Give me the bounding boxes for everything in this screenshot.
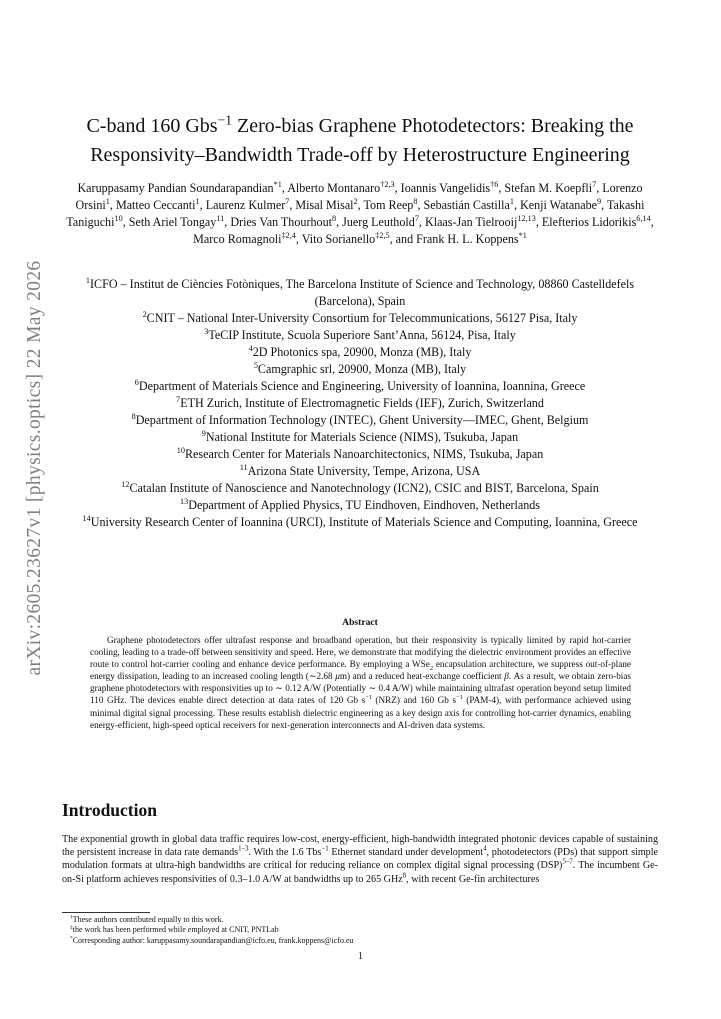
affiliation-item: $^{10}$Research Center for Materials Nanoarchitectonics, NIMS, Tsukuba, Japan bbox=[176, 445, 544, 461]
page-number: 1 bbox=[358, 951, 363, 962]
affiliation-list bbox=[62, 276, 658, 531]
affiliation-item: $^7$ETH Zurich, Institute of Electromagnetic Fields (IEF), Zurich, Switzerland bbox=[176, 394, 544, 410]
paper-title: C-band 160 Gbs$^{-1}$ Zero-bias Graphene Photodetectors: Breaking the Responsivity–Bandwidth Trade-off by Heterostructure Engineering bbox=[86, 112, 634, 166]
author-list: Karuppasamy Pandian Soundarapandian$^{*1}$, Alberto Montanaro$^{\dagger 2,3}$, Ioannis Vangelidis$^{\dagger 6}$, Stefan M. Koepfli$^7$, Lorenzo Orsini$^1$, Matteo Ceccanti$^1$, Laurenz Kulmer$^7$, Misal Misal$^2$, Tom Reep$^8$, Sebastián Castilla$^1$, Kenji Watanabe$^9$, Takashi Taniguchi$^{10}$, Seth Ariel Tongay$^{11}$, Dries Van Thourhout$^8$, Juerg Leuthold$^7$, Klaas-Jan Tielrooij$^{12,13}$, Elefterios Lidorikis$^{6,14}$, Marco Romagnoli$^{\ddagger 2,4}$, Vito Sorianello$^{\ddagger 2,5}$, and Frank H. L. Koppens$^{*1}$ bbox=[66, 179, 654, 246]
footnote-item: *Corresponding author: karuppasamy.soundarapandian@icfo.eu, frank.koppens@icfo.eu bbox=[70, 934, 354, 945]
abstract-text: Graphene photodetectors offer ultrafast response and broadband operation, but their responsivity is typically limited by rapid hot-carrier cooling, leading to a trade-off between sensitivity and speed. Here, we demonstrate that modifying the dielectric environment provides an effective route to control hot-carrier cooling and enhance device performance. By employing a WSe$_2$ encapsulation architecture, we suppress out-of-plane energy dissipation, leading to an increased cooling length (∼2.68 μm) and a reduced heat-exchange coefficient β. As a result, we obtain zero-bias graphene photodetectors with responsivities up to ∼ 0.12 A/W (Potentially ∼ 0.4 A/W) while maintaining ultrafast operation beyond setup limited 110 GHz. The devices enable direct detection at data rates of 120 Gb $s^{-1}$ (NRZ) and 160 Gb $s^{-1}$ (PAM-4), with performance achieved using minimal digital signal processing. These results establish dielectric engineering as a key design axis for controlling hot-carrier dynamics, enabling energy-efficient, high-speed optical receivers for next-generation interconnects and AI-driven data systems. bbox=[90, 635, 631, 730]
affiliation-item: $^{14}$University Research Center of Ioannina (URCI), Institute of Materials Science and Computing, Ioannina, Greece bbox=[82, 513, 638, 529]
affiliation-item: $^1$ICFO – Institut de Ciències Fotòniques, The Barcelona Institute of Science and Technology, 08860 Castelldefels (Barcelona), Spain bbox=[85, 275, 635, 308]
affiliation-item: $^{12}$Catalan Institute of Nanoscience and Nanotechnology (ICN2), CSIC and BIST, Barcelona, Spain bbox=[121, 479, 599, 495]
affiliation-item: $^5$Camgraphic srl, 20900, Monza (MB), Italy bbox=[253, 360, 467, 376]
introduction-text: The exponential growth in global data traffic requires low-cost, energy-efficient, high-bandwidth integrated photonic devices capable of sustaining the persistent increase in data rate demands$^{1-3}$. With the 1.6 Tbs$^{-1}$ Ethernet standard under development$^4$, photodetectors (PDs) that support simple modulation formats at ultra-high bandwidths are critical for reducing reliance on complex digital signal processing (DSP)$^{5-7}$. The incumbent Ge-on-Si platform achieves responsivities of 0.3–1.0 A/W at bandwidths up to 265 GHz$^8$, with recent Ge-fin architectures bbox=[62, 834, 659, 885]
abstract-heading: Abstract bbox=[342, 617, 378, 628]
affiliation-item: $^{11}$Arizona State University, Tempe, Arizona, USA bbox=[239, 462, 481, 478]
affiliation-item: $^2$CNIT – National Inter-University Consortium for Telecommunications, 56127 Pisa, Italy bbox=[142, 309, 578, 325]
footnote-divider bbox=[62, 912, 150, 913]
affiliation-item: $^{13}$Department of Applied Physics, TU Eindhoven, Eindhoven, Netherlands bbox=[180, 496, 540, 512]
affiliation-item: $^9$National Institute for Materials Science (NIMS), Tsukuba, Japan bbox=[201, 428, 519, 444]
affiliation-item: $^4$2D Photonics spa, 20900, Monza (MB), Italy bbox=[248, 343, 472, 359]
footnotes bbox=[70, 915, 630, 946]
arxiv-identifier: arXiv:2605.23627v1 [physics.optics] 22 May 2026 bbox=[24, 260, 45, 676]
affiliation-item: $^6$Department of Materials Science and Engineering, University of Ioannina, Ioannina, Greece bbox=[134, 377, 586, 393]
footnote-item: ‡the work has been performed while employed at CNIT, PNTLab bbox=[70, 924, 279, 935]
introduction-heading: Introduction bbox=[62, 800, 157, 820]
arxiv-sidebar-stamp bbox=[18, 258, 52, 678]
footnote-item: †These authors contributed equally to this work. bbox=[70, 914, 224, 924]
affiliation-item: $^8$Department of Information Technology (INTEC), Ghent University—IMEC, Ghent, Belgium bbox=[131, 411, 589, 427]
affiliation-item: $^3$TeCIP Institute, Scuola Superiore Sant’Anna, 56124, Pisa, Italy bbox=[204, 326, 516, 342]
